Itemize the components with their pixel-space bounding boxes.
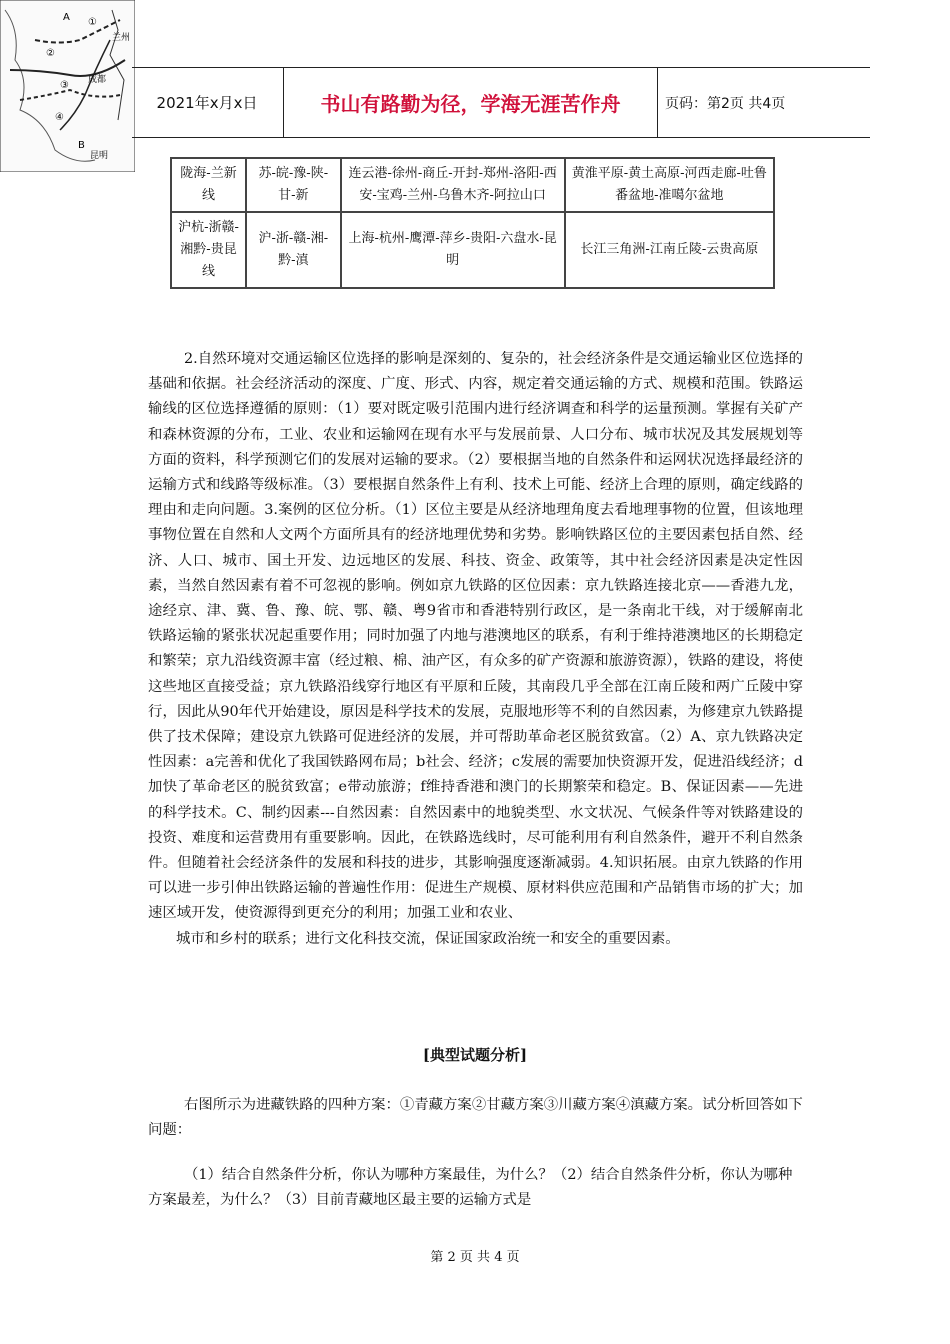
page-footer: 第 2 页 共 4 页 <box>430 1250 520 1265</box>
map-number-4: ④ <box>55 112 64 123</box>
map-label-b: B <box>78 140 85 151</box>
table-cell-cities: 上海-杭州-鹰潭-萍乡-贵阳-六盘水-昆明 <box>341 212 565 288</box>
page-header <box>132 67 870 138</box>
railway-map-thumbnail <box>0 0 135 172</box>
body-text <box>148 347 803 952</box>
map-label-chengdu: 成都 <box>88 75 107 85</box>
map-label-lanzhou: 兰州 <box>112 33 131 43</box>
table-cell-cities: 连云港-徐州-商丘-开封-郑州-洛阳-西安-宝鸡-兰州-乌鲁木齐-阿拉山口 <box>341 158 565 212</box>
map-label-a: A <box>63 12 70 23</box>
table-cell-line: 沪杭-浙赣-湘黔-贵昆线 <box>171 212 246 288</box>
header-date: 2021年x月x日 <box>156 94 258 112</box>
question-intro: 右图所示为进藏铁路的四种方案：①青藏方案②甘藏方案③川藏方案④滇藏方案。试分析回答如下问题： <box>148 1097 803 1138</box>
railway-table <box>170 157 775 289</box>
body-paragraph: 2.自然环境对交通运输区位选择的影响是深刻的、复杂的，社会经济条件是交通运输业区位选择的基础和依据。社会经济活动的深度、广度、形式、内容，规定着交通运输的方式、规模和范围。铁路运输线的区位选择遵循的原则：（1）要对既定吸引范围内进行经济调查和科学的运量预测。掌握有关矿产和森林资源的分布，工业、农业和运输网在现有水平与发展前景、人口分布、城市状况及其发展规划等方面的资料，科学预测它们的发展对运输的要求。（2）要根据当地的自然条件和运网状况选择最经济的运输方式和线路等级标准。（3）要根据自然条件上有利、技术上可能、经济上合理的原则，确定线路的理由和走向问题。3.案例的区位分析。（1）区位主要是从经济地理角度去看地理事物的位置，但该地理事物位置在自然和人文两个方面所具有的经济地理优势和劣势。影响铁路区位的主要因素包括自然、经济、人口、城市、国土开发、边远地区的发展、科技、资金、政策等，其中社会经济因素是决定性因素，当然自然因素有着不可忽视的影响。例如京九铁路的区位因素：京九铁路连接北京——香港九龙，途经京、津、冀、鲁、豫、皖、鄂、赣、粤9省市和香港特别行政区，是一条南北干线，对于缓解南北铁路运输的紧张状况起重要作用；同时加强了内地与港澳地区的联系，有利于维持港澳地区的长期稳定和繁荣；京九沿线资源丰富（经过粮、棉、油产区，有众多的矿产资源和旅游资源），铁路的建设，将使这些地区直接受益；京九铁路沿线穿行地区有平原和丘陵，其南段几乎全部在江南丘陵和两广丘陵中穿行，因此从90年代开始建设，原因是科学技术的发展，克服地形等不利的自然因素，为修建京九铁路提供了技术保障；建设京九铁路可促进经济的发展，并可帮助革命老区脱贫致富。（2）A、京九铁路决定性因素：a完善和优化了我国铁路网布局；b社会、经济；c发展的需要加快资源开发，促进沿线经济；d加快了革命老区的脱贫致富；e带动旅游；f维持香港和澳门的长期繁荣和稳定。B、保证因素——先进的科学技术。C、制约因素---自然因素：自然因素中的地貌类型、水文状况、气候条件等对铁路建设的投资、难度和运营费用有重要影响。因此，在铁路选线时，尽可能利用有利自然条件，避开不利自然条件。但随着社会经济条件的发展和科技的进步，其影响强度逐渐减弱。4.知识拓展。由京九铁路的作用可以进一步引伸出铁路运输的普遍性作用：促进生产规模、原材料供应范围和产品销售市场的扩大；加速区域开发，使资源得到更充分的利用；加强工业和农业、 <box>148 351 803 922</box>
table-cell-provinces: 苏-皖-豫-陕-甘-新 <box>246 158 341 212</box>
table-cell-terrain: 黄淮平原-黄土高原-河西走廊-吐鲁番盆地-准噶尔盆地 <box>565 158 774 212</box>
table-cell-terrain: 长江三角洲-江南丘陵-云贵高原 <box>565 212 774 288</box>
header-motto: 书山有路勤为径，学海无涯苦作舟 <box>283 68 658 137</box>
map-label-kunming: 昆明 <box>90 151 109 161</box>
table-cell-provinces: 沪-浙-赣-湘-黔-滇 <box>246 212 341 288</box>
map-number-1: ① <box>88 17 97 28</box>
section-title: [典型试题分析] <box>422 1046 528 1064</box>
map-number-3: ③ <box>60 80 69 91</box>
map-number-2: ② <box>46 48 55 59</box>
table-cell-line: 陇海-兰新线 <box>171 158 246 212</box>
question-list: （1）结合自然条件分析，你认为哪种方案最佳，为什么？（2）结合自然条件分析，你认为哪种方案最差，为什么？（3）目前青藏地区最主要的运输方式是 <box>148 1167 793 1208</box>
table-row <box>171 158 774 212</box>
header-page-number: 页码：第2页 共4页 <box>665 95 786 112</box>
body-last-line: 城市和乡村的联系；进行文化科技交流，保证国家政治统一和安全的重要因素。 <box>176 930 680 947</box>
table-row <box>171 212 774 288</box>
